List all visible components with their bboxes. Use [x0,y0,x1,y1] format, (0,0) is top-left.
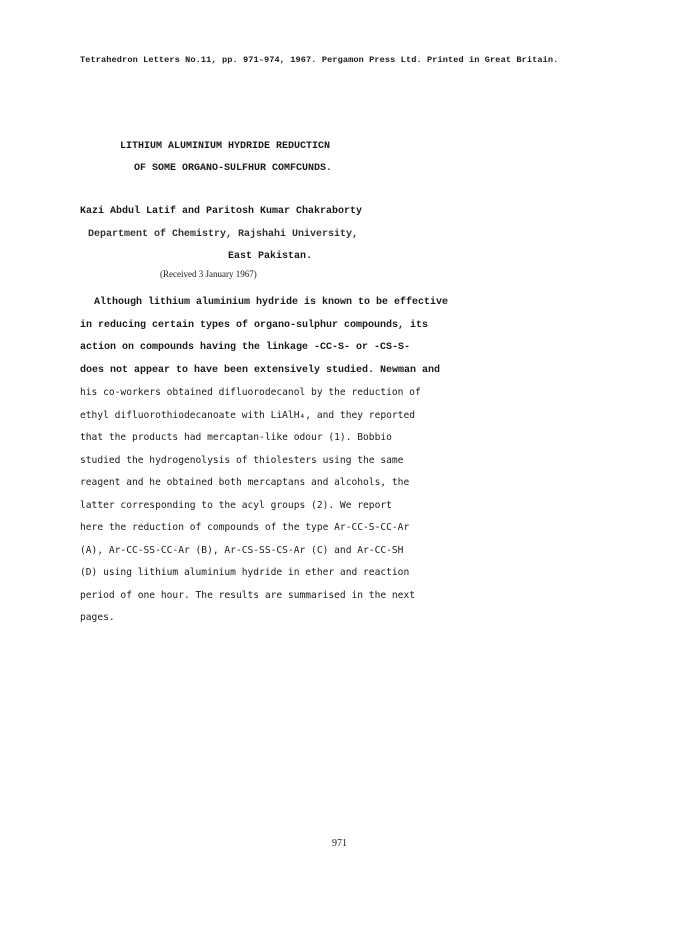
body-line: action on compounds having the linkage -CC-S- or -CS-S- [80,342,411,353]
body-line: period of one hour. The results are summarised in the next [80,589,416,601]
body-line: Although lithium aluminium hydride is known to be effective [94,297,449,308]
body-line: (A), Ar-CC-SS-CC-Ar (B), Ar-CS-SS-CS-Ar (C) and Ar-CC-SH [80,544,404,556]
title-line-2: OF SOME ORGANO-SULFHUR COMFCUNDS. [134,163,333,174]
body-line: his co-workers obtained difluorodecanol by the reduction of [80,387,421,398]
body-line: pages. [80,612,115,623]
body-line: does not appear to have been extensively studied. Newman and [80,364,441,376]
body-line: ethyl difluorothiodecanoate with LiAlH₄, and they reported [80,409,416,421]
affiliation-place: East Pakistan. [228,251,313,262]
body-line: studied the hydrogenolysis of thiolesters using the same [80,454,404,466]
authors: Kazi Abdul Latif and Paritosh Kumar Chakraborty [80,206,363,217]
affiliation-department: Department of Chemistry, Rajshahi University, [88,229,359,240]
body-line: latter corresponding to the acyl groups (2). We report [80,499,392,511]
body-line: in reducing certain types of organo-sulphur compounds, its [80,319,429,331]
body-line: reagent and he obtained both mercaptans and alcohols, the [80,477,410,488]
received-date: (Received 3 January 1967) [160,269,257,279]
journal-header: Tetrahedron Letters No.11, pp. 971-974, 1967. Pergamon Press Ltd. Printed in Great Britain. [80,55,559,65]
body-line: here the reduction of compounds of the type Ar-CC-S-CC-Ar [80,522,410,533]
body-line: that the products had mercaptan-like odour (1). Bobbio [80,432,392,443]
body-line: (D) using lithium aluminium hydride in ether and reaction [80,567,410,578]
page-number: 971 [332,838,347,849]
body-text [80,292,540,630]
title-line-1: LITHIUM ALUMINIUM HYDRIDE REDUCTICN [120,141,331,152]
